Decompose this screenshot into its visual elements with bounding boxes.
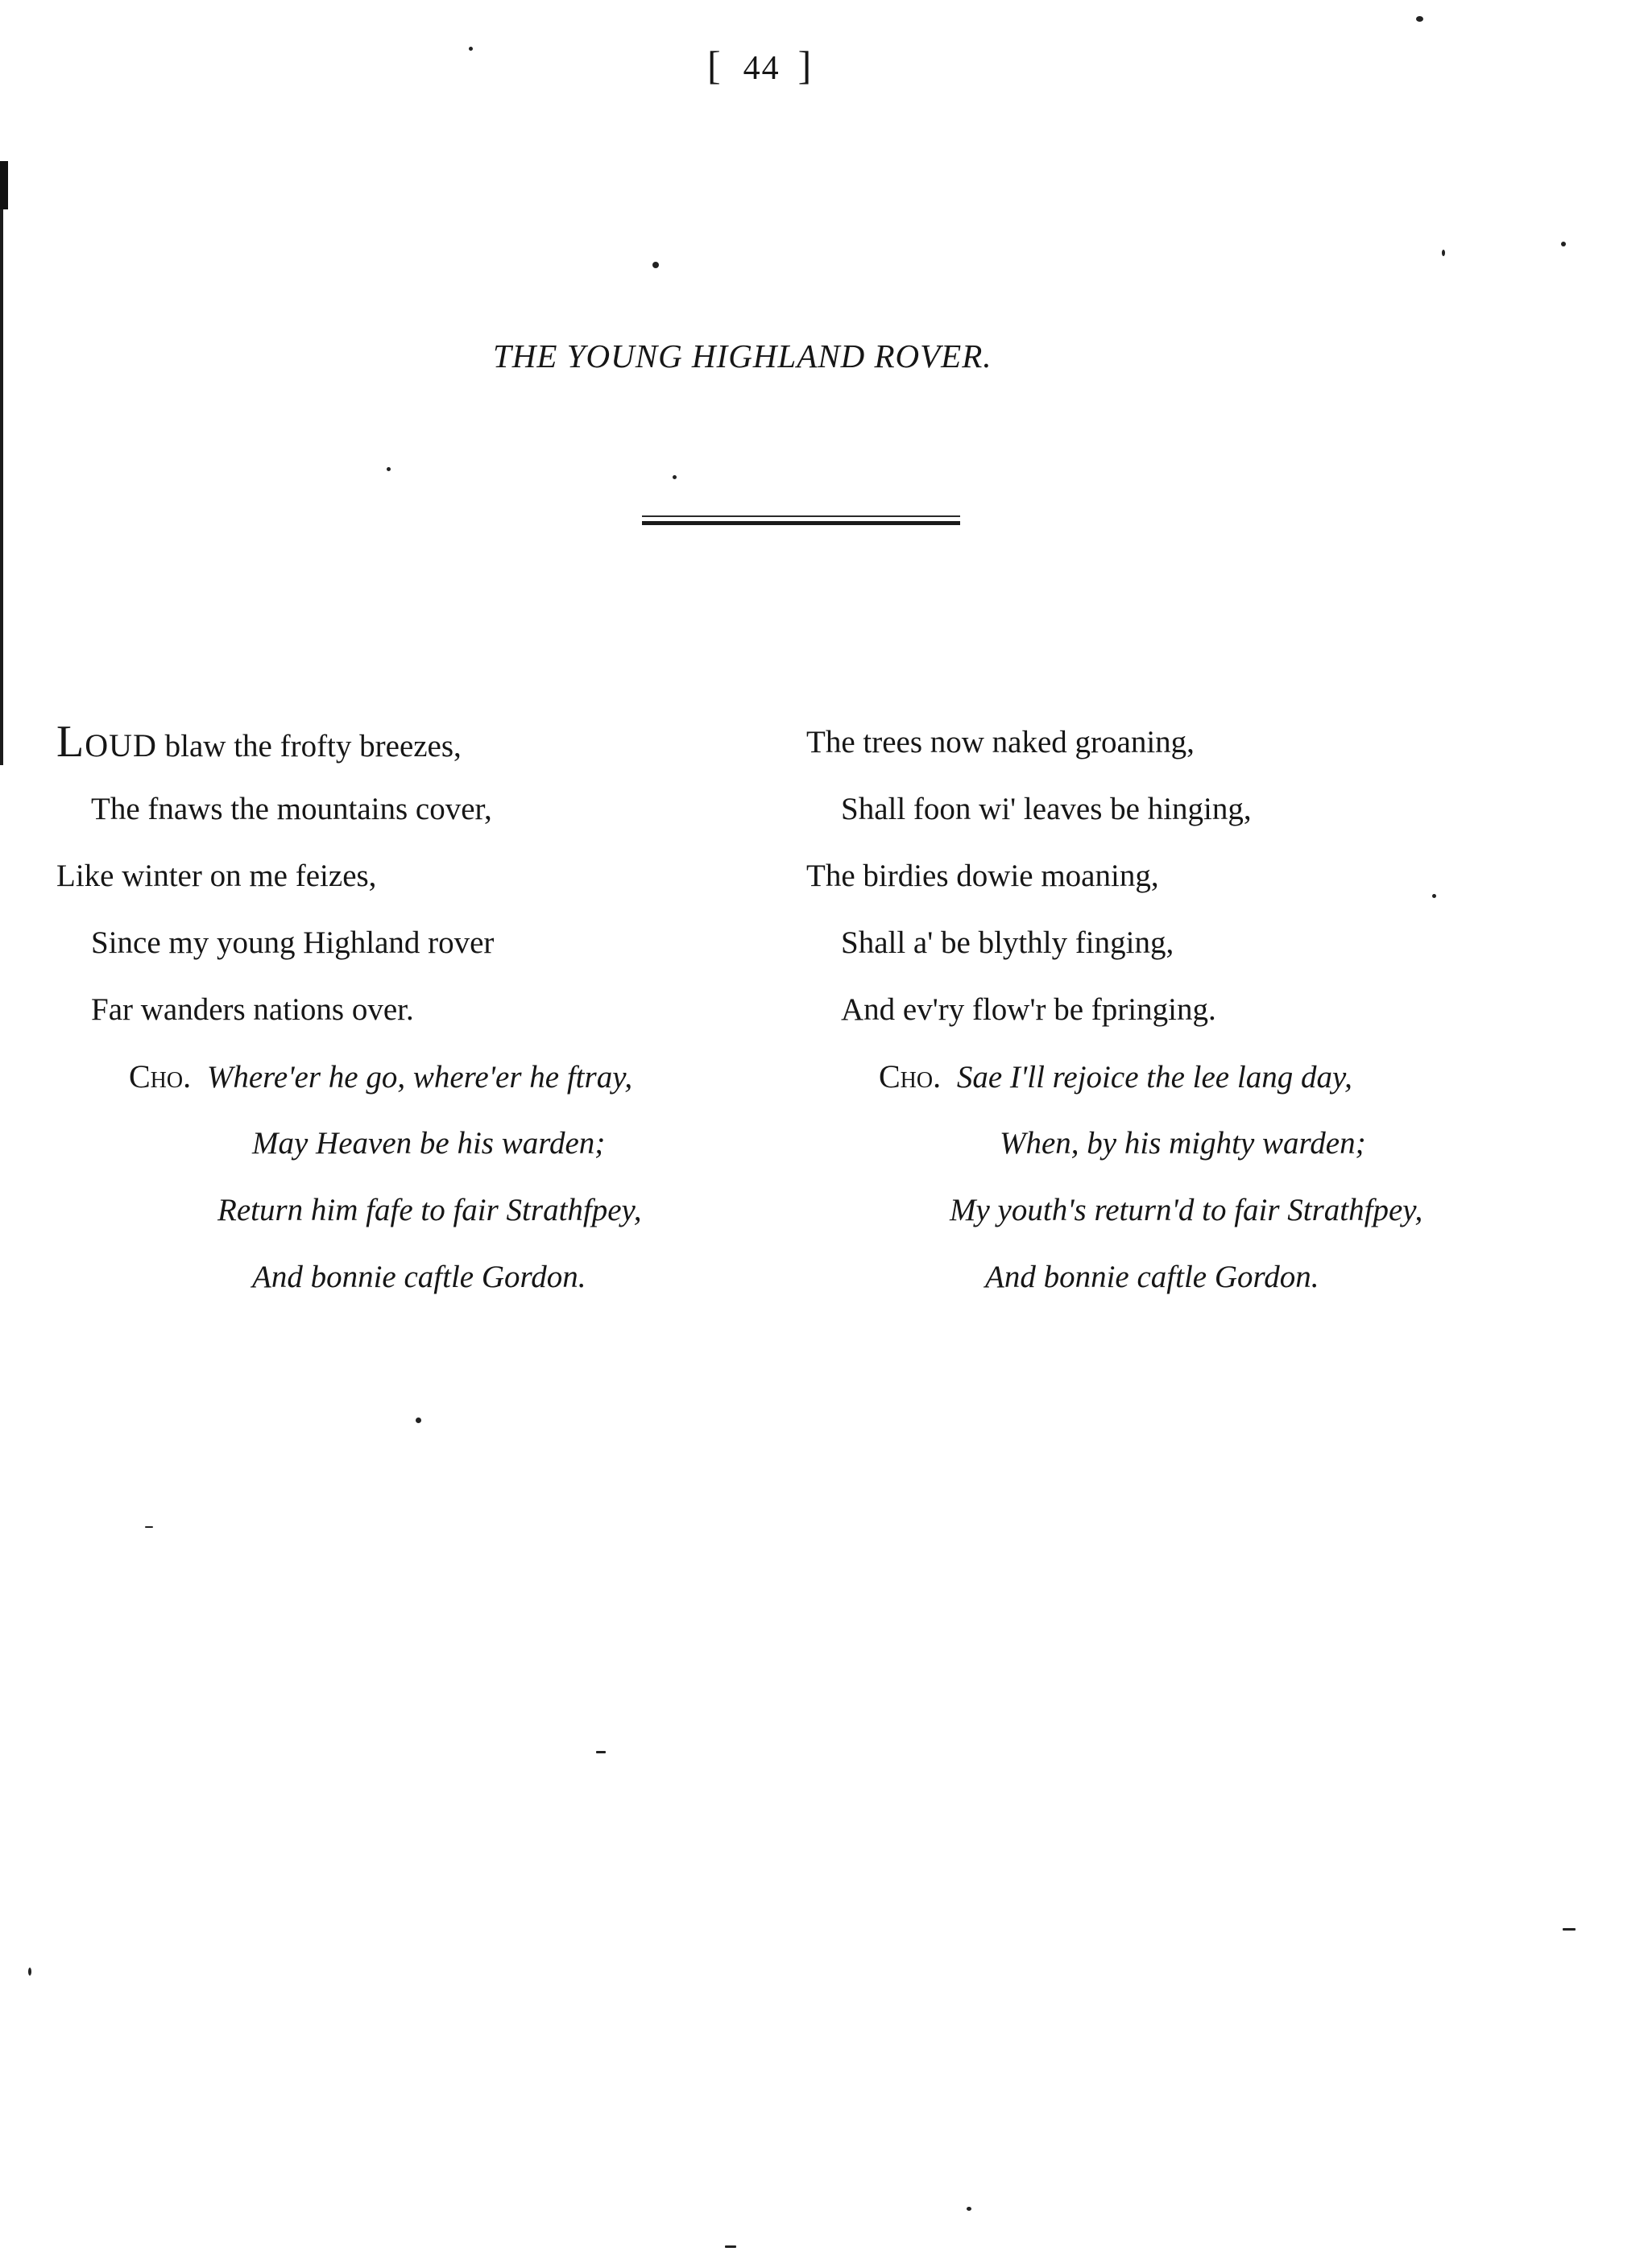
page-number-close-bracket: ] bbox=[797, 43, 817, 88]
stanza-line: The fnaws the mountains cover, bbox=[91, 792, 492, 826]
scan-speck bbox=[1432, 894, 1436, 898]
stanza-line bbox=[56, 709, 765, 776]
scan-speck bbox=[1563, 1928, 1576, 1931]
chorus-text: Sae I'll rejoice the lee lang day, bbox=[956, 1060, 1352, 1095]
page-number-value: 44 bbox=[743, 50, 781, 87]
scan-speck bbox=[1416, 16, 1423, 22]
stanza-line: The trees now naked groaning, bbox=[806, 725, 1195, 759]
scan-speck bbox=[596, 1751, 606, 1753]
scan-speck bbox=[1442, 250, 1445, 256]
scan-speck bbox=[145, 1526, 153, 1528]
scan-speck bbox=[28, 1968, 31, 1976]
page-number bbox=[0, 42, 1644, 89]
scan-speck bbox=[652, 262, 659, 268]
chorus-label: Cho. bbox=[879, 1058, 942, 1095]
chorus-line: May Heaven be his warden; bbox=[252, 1126, 606, 1161]
left-stanza bbox=[56, 709, 765, 1310]
poem-title: THE YOUNG HIGHLAND ROVER. bbox=[493, 337, 992, 375]
title-rule-thick bbox=[642, 521, 960, 525]
scan-speck bbox=[725, 2245, 736, 2248]
scan-speck bbox=[469, 47, 473, 51]
first-word-rest: OUD bbox=[85, 727, 157, 764]
title-rule-thin bbox=[642, 515, 960, 517]
chorus-line: And bonnie caftle Gordon. bbox=[985, 1260, 1319, 1294]
scan-speck bbox=[387, 467, 391, 471]
stanza-line: And ev'ry flow'r be fpringing. bbox=[841, 992, 1216, 1027]
chorus-text: Where'er he go, where'er he ftray, bbox=[206, 1060, 633, 1095]
stanza-line: Like winter on me feizes, bbox=[56, 859, 377, 893]
stanza-line: Shall a' be blythly finging, bbox=[841, 925, 1174, 960]
chorus-line bbox=[56, 1043, 765, 1110]
title-rule bbox=[642, 515, 960, 528]
stanza-line: The birdies dowie moaning, bbox=[806, 859, 1159, 893]
scan-speck bbox=[673, 475, 677, 479]
scan-speck bbox=[967, 2207, 971, 2211]
margin-edge-line bbox=[0, 161, 3, 765]
first-line-rest: blaw the frofty breezes, bbox=[156, 729, 462, 764]
stanza-line: Since my young Highland rover bbox=[91, 925, 495, 960]
scan-speck bbox=[1561, 242, 1566, 246]
chorus-line bbox=[806, 1043, 1531, 1110]
chorus-line: When, by his mighty warden; bbox=[1000, 1126, 1366, 1161]
stanza-line: Shall foon wi' leaves be hinging, bbox=[841, 792, 1252, 826]
page-number-open-bracket: [ bbox=[707, 43, 726, 88]
chorus-line: My youth's return'd to fair Strathfpey, bbox=[950, 1193, 1423, 1227]
right-stanza bbox=[806, 709, 1531, 1310]
chorus-line: And bonnie caftle Gordon. bbox=[252, 1260, 586, 1294]
drop-cap: L bbox=[56, 717, 85, 767]
chorus-label: Cho. bbox=[129, 1058, 192, 1095]
chorus-line: Return him fafe to fair Strathfpey, bbox=[217, 1193, 642, 1227]
scan-speck bbox=[416, 1418, 421, 1423]
margin-edge-mark bbox=[0, 161, 8, 209]
stanza-line: Far wanders nations over. bbox=[91, 992, 414, 1027]
